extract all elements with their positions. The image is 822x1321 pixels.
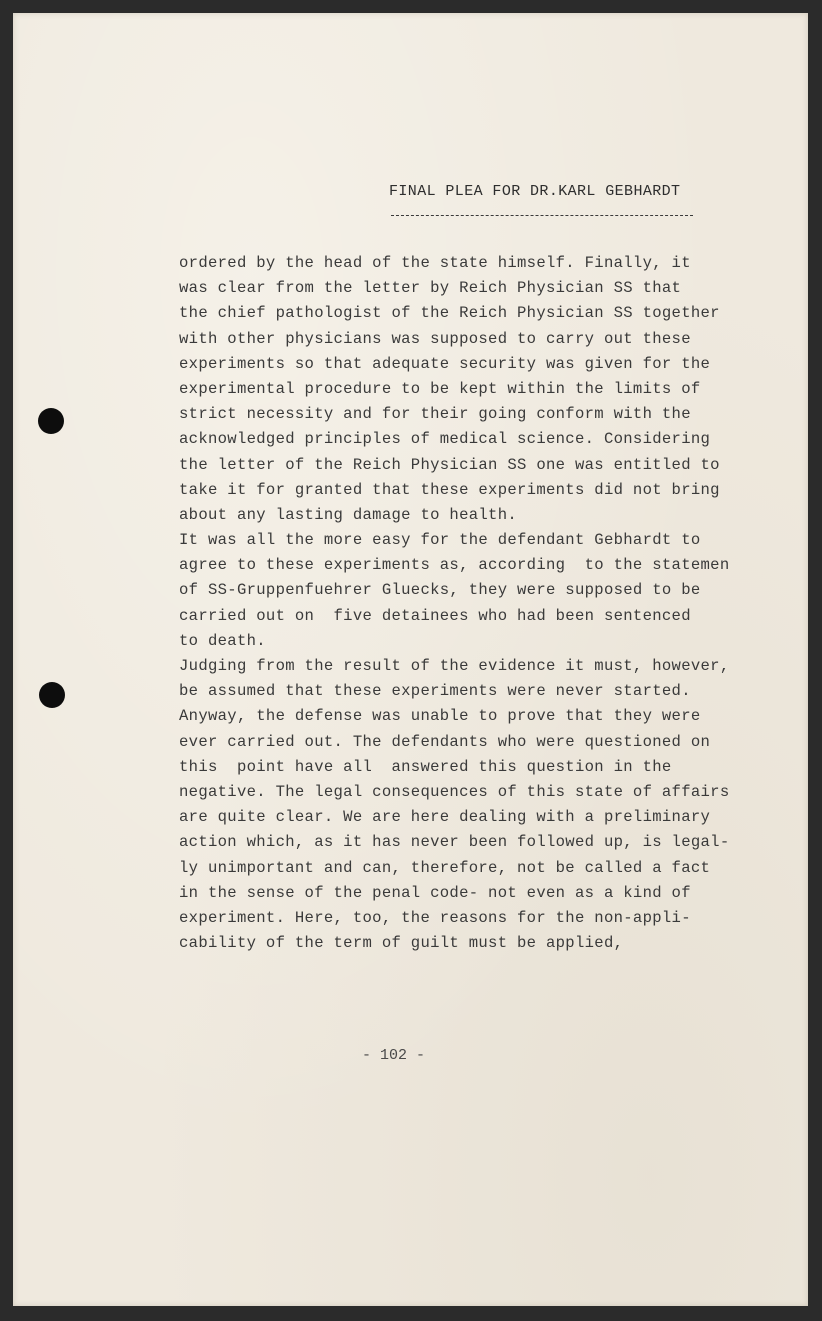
text-line: in the sense of the penal code- not even as a kind of	[179, 883, 691, 902]
text-line: carried out on five detainees who had been sentenced	[179, 606, 691, 625]
text-line: ordered by the head of the state himself. Finally, it	[179, 254, 691, 272]
text-line: ever carried out. The defendants who were questioned on	[179, 732, 711, 751]
text-line: acknowledged principles of medical science. Considering	[179, 430, 711, 449]
text-line: Anyway, the defense was unable to prove that they were	[179, 707, 701, 726]
text-line: It was all the more easy for the defendant Gebhardt to	[179, 531, 701, 550]
page-number: - 102 -	[362, 1047, 426, 1064]
heading-underline	[391, 215, 693, 216]
text-line: negative. The legal consequences of this state of affairs	[179, 782, 730, 801]
text-line: Judging from the result of the evidence it must, however,	[179, 657, 730, 675]
text-line: are quite clear. We are here dealing with a preliminary	[179, 808, 711, 827]
text-line: take it for granted that these experiments did not bring	[179, 480, 720, 499]
punch-hole-top	[38, 408, 64, 434]
text-line: be assumed that these experiments were never started.	[179, 682, 691, 701]
punch-hole-bottom	[39, 682, 65, 708]
text-line: the letter of the Reich Physician SS one was entitled to	[179, 455, 720, 474]
text-line: the chief pathologist of the Reich Physician SS together	[179, 304, 720, 323]
text-line: to death.	[179, 631, 266, 650]
text-line: experimental procedure to be kept within the limits of	[179, 379, 701, 398]
body-text	[179, 251, 769, 956]
text-line: with other physicians was supposed to carry out these	[179, 329, 691, 348]
text-line: experiments so that adequate security was given for the	[179, 354, 711, 373]
text-line: ly unimportant and can, therefore, not be called a fact	[179, 858, 711, 877]
text-line: cability of the term of guilt must be applied,	[179, 934, 624, 953]
text-line: action which, as it has never been followed up, is legal-	[179, 833, 730, 852]
text-line: strict necessity and for their going conform with the	[179, 405, 691, 424]
text-line: this point have all answered this question in the	[179, 757, 672, 776]
text-line: agree to these experiments as, according to the statemen	[179, 556, 730, 575]
text-line: about any lasting damage to health.	[179, 505, 518, 524]
document-heading: FINAL PLEA FOR DR.KARL GEBHARDT	[389, 183, 681, 200]
text-line: was clear from the letter by Reich Physician SS that	[179, 279, 682, 298]
text-line: of SS-Gruppenfuehrer Gluecks, they were supposed to be	[179, 581, 701, 600]
text-line: experiment. Here, too, the reasons for the non-appli-	[179, 908, 691, 927]
